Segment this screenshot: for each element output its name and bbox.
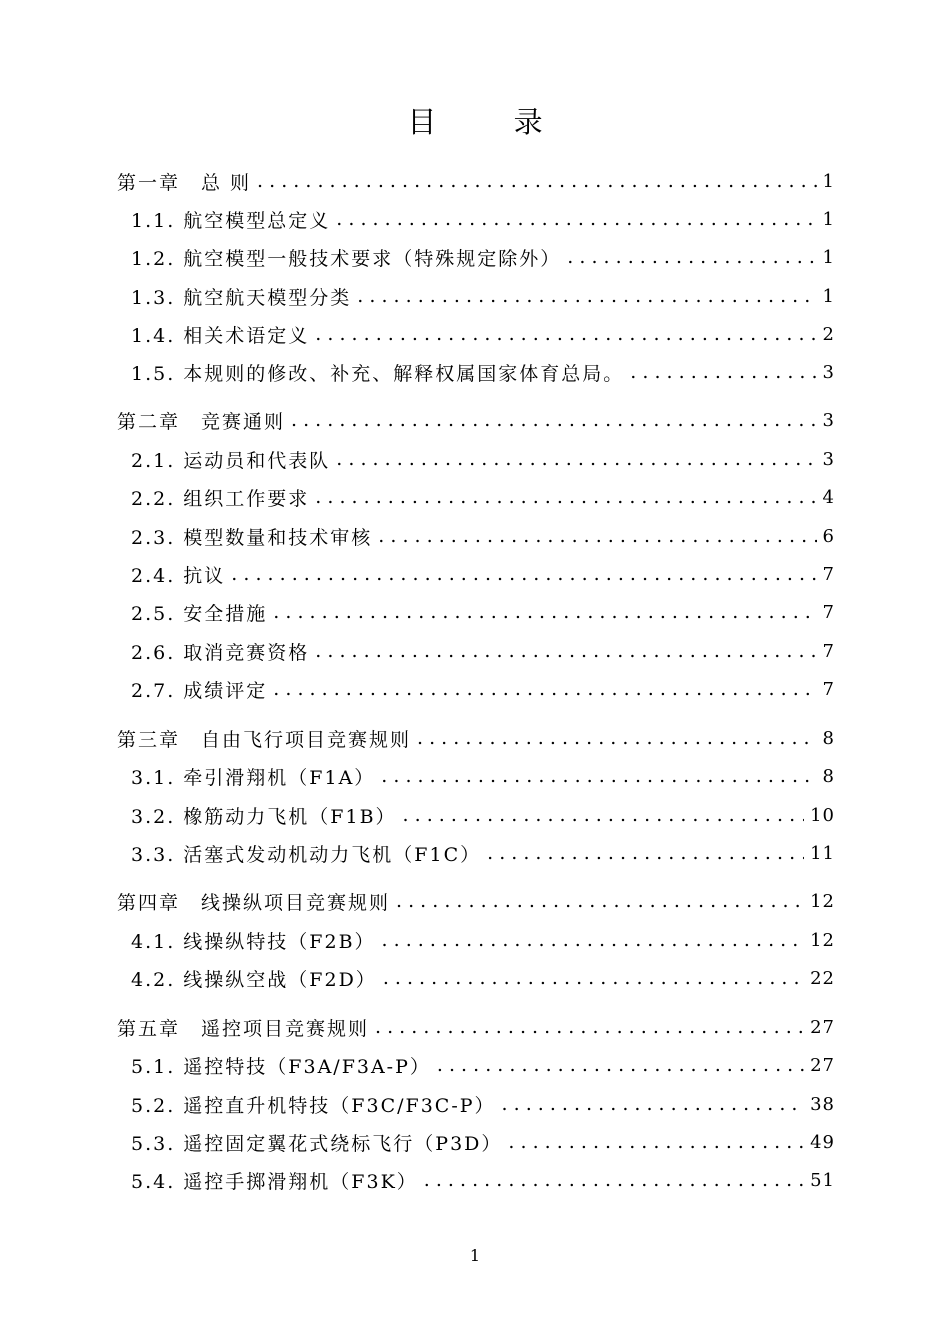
toc-entry-chapter-3[interactable] <box>117 723 835 753</box>
toc-entry-page: 6 <box>822 525 835 547</box>
toc-entry-page: 1 <box>822 208 835 230</box>
dot-leader <box>315 636 816 666</box>
toc-entry-page: 3 <box>822 448 835 470</box>
toc-entry-page: 3 <box>822 361 835 383</box>
toc-entry-page: 49 <box>810 1131 835 1153</box>
toc-entry-chapter-1[interactable] <box>117 166 835 196</box>
toc-entry-4-1[interactable] <box>117 925 835 955</box>
toc-entry-label: 第一章 总 则 <box>117 171 252 194</box>
toc-entry-5-4[interactable] <box>117 1165 835 1195</box>
dot-leader <box>567 242 816 272</box>
dot-leader <box>381 761 816 791</box>
toc-entry-page: 27 <box>810 1054 835 1076</box>
toc-title: 目 录 <box>407 105 577 139</box>
dot-leader <box>487 838 804 868</box>
toc-entry-label: 5.2. 遥控直升机特技（F3C/F3C-P） <box>131 1094 496 1117</box>
toc-entry-label: 5.4. 遥控手掷滑翔机（F3K） <box>131 1170 418 1193</box>
dot-leader <box>315 319 816 349</box>
toc-entry-3-2[interactable] <box>117 800 835 830</box>
toc-entry-3-1[interactable] <box>117 761 835 791</box>
dot-leader <box>336 444 816 474</box>
toc-entry-label: 5.3. 遥控固定翼花式绕标飞行（P3D） <box>131 1132 503 1155</box>
dot-leader <box>382 925 805 955</box>
dot-leader <box>396 886 804 916</box>
toc-entry-label: 4.1. 线操纵特技（F2B） <box>131 930 376 953</box>
toc-entry-label: 1.3. 航空航天模型分类 <box>131 286 352 309</box>
toc-entry-5-2[interactable] <box>117 1089 835 1119</box>
toc-entry-label: 2.2. 组织工作要求 <box>131 487 310 510</box>
dot-leader <box>378 521 816 551</box>
toc-entry-page: 7 <box>822 678 835 700</box>
toc-entry-page: 38 <box>810 1093 835 1115</box>
toc-entry-page: 7 <box>822 640 835 662</box>
toc-entry-1-1[interactable] <box>117 204 835 234</box>
dot-leader <box>508 1127 804 1157</box>
toc-entry-chapter-2[interactable] <box>117 405 835 435</box>
toc-entry-label: 3.3. 活塞式发动机动力飞机（F1C） <box>131 843 482 866</box>
toc-entry-1-5[interactable] <box>117 357 835 387</box>
toc-entry-2-4[interactable] <box>117 559 835 589</box>
toc-entry-page: 10 <box>810 804 835 826</box>
toc-entry-3-3[interactable] <box>117 838 835 868</box>
dot-leader <box>273 674 816 704</box>
toc-entry-label: 2.5. 安全措施 <box>131 602 268 625</box>
dot-leader <box>417 723 817 753</box>
dot-leader <box>315 482 816 512</box>
toc-entry-page: 11 <box>810 842 835 864</box>
toc-entry-label: 1.1. 航空模型总定义 <box>131 209 331 232</box>
toc-entry-page: 3 <box>822 409 835 431</box>
toc-entry-page: 12 <box>810 890 835 912</box>
toc-entry-label: 3.2. 橡筋动力飞机（F1B） <box>131 805 397 828</box>
toc-entry-chapter-4[interactable] <box>117 886 835 916</box>
dot-leader <box>257 166 817 196</box>
toc-entry-label: 1.2. 航空模型一般技术要求（特殊规定除外） <box>131 247 562 270</box>
toc-entry-page: 7 <box>822 601 835 623</box>
toc-entry-2-2[interactable] <box>117 482 835 512</box>
toc-entry-1-3[interactable] <box>117 281 835 311</box>
page-number: 1 <box>469 1246 481 1265</box>
toc-entry-page: 1 <box>822 246 835 268</box>
toc-entry-label: 第四章 线操纵项目竞赛规则 <box>117 891 391 914</box>
toc-entry-5-1[interactable] <box>117 1050 835 1080</box>
toc-entry-label: 1.4. 相关术语定义 <box>131 324 310 347</box>
toc-entry-2-6[interactable] <box>117 636 835 666</box>
toc-entry-chapter-5[interactable] <box>117 1012 835 1042</box>
toc-entry-label: 第三章 自由飞行项目竞赛规则 <box>117 728 412 751</box>
dot-leader <box>273 597 816 627</box>
toc-entry-label: 2.3. 模型数量和技术审核 <box>131 526 373 549</box>
dot-leader <box>375 1012 804 1042</box>
toc-entry-page: 27 <box>810 1016 835 1038</box>
toc-entry-label: 第五章 遥控项目竞赛规则 <box>117 1017 370 1040</box>
toc-entry-page: 2 <box>822 323 835 345</box>
toc-entry-page: 4 <box>822 486 835 508</box>
toc-entry-label: 1.5. 本规则的修改、补充、解释权属国家体育总局。 <box>131 362 625 385</box>
dot-leader <box>383 963 804 993</box>
toc-entry-1-2[interactable] <box>117 242 835 272</box>
dot-leader <box>336 204 816 234</box>
toc-entry-page: 1 <box>822 285 835 307</box>
toc-entry-page: 22 <box>810 967 835 989</box>
toc-entry-label: 3.1. 牵引滑翔机（F1A） <box>131 766 376 789</box>
toc-entry-4-2[interactable] <box>117 963 835 993</box>
toc-entry-page: 8 <box>822 765 835 787</box>
dot-leader <box>630 357 816 387</box>
toc-entry-page: 1 <box>822 170 835 192</box>
toc-entry-label: 2.7. 成绩评定 <box>131 679 268 702</box>
dot-leader <box>291 405 817 435</box>
toc-entry-label: 5.1. 遥控特技（F3A/F3A-P） <box>131 1055 431 1078</box>
dot-leader <box>231 559 816 589</box>
toc-entry-page: 51 <box>810 1169 835 1191</box>
toc-entry-2-1[interactable] <box>117 444 835 474</box>
toc-entry-label: 4.2. 线操纵空战（F2D） <box>131 968 377 991</box>
toc-entry-5-3[interactable] <box>117 1127 835 1157</box>
toc-entry-label: 2.6. 取消竞赛资格 <box>131 641 310 664</box>
toc-entry-label: 2.1. 运动员和代表队 <box>131 449 331 472</box>
toc-entry-label: 2.4. 抗议 <box>131 564 226 587</box>
dot-leader <box>437 1050 804 1080</box>
toc-entry-page: 12 <box>810 929 835 951</box>
toc-entry-page: 8 <box>822 727 835 749</box>
toc-entry-label: 第二章 竞赛通则 <box>117 410 286 433</box>
dot-leader <box>357 281 816 311</box>
toc-entry-1-4[interactable] <box>117 319 835 349</box>
dot-leader <box>403 800 805 830</box>
toc-entry-2-3[interactable] <box>117 521 835 551</box>
toc-entry-2-7[interactable] <box>117 674 835 704</box>
dot-leader <box>424 1165 804 1195</box>
dot-leader <box>502 1089 805 1119</box>
toc-entry-2-5[interactable] <box>117 597 835 627</box>
toc-entry-page: 7 <box>822 563 835 585</box>
